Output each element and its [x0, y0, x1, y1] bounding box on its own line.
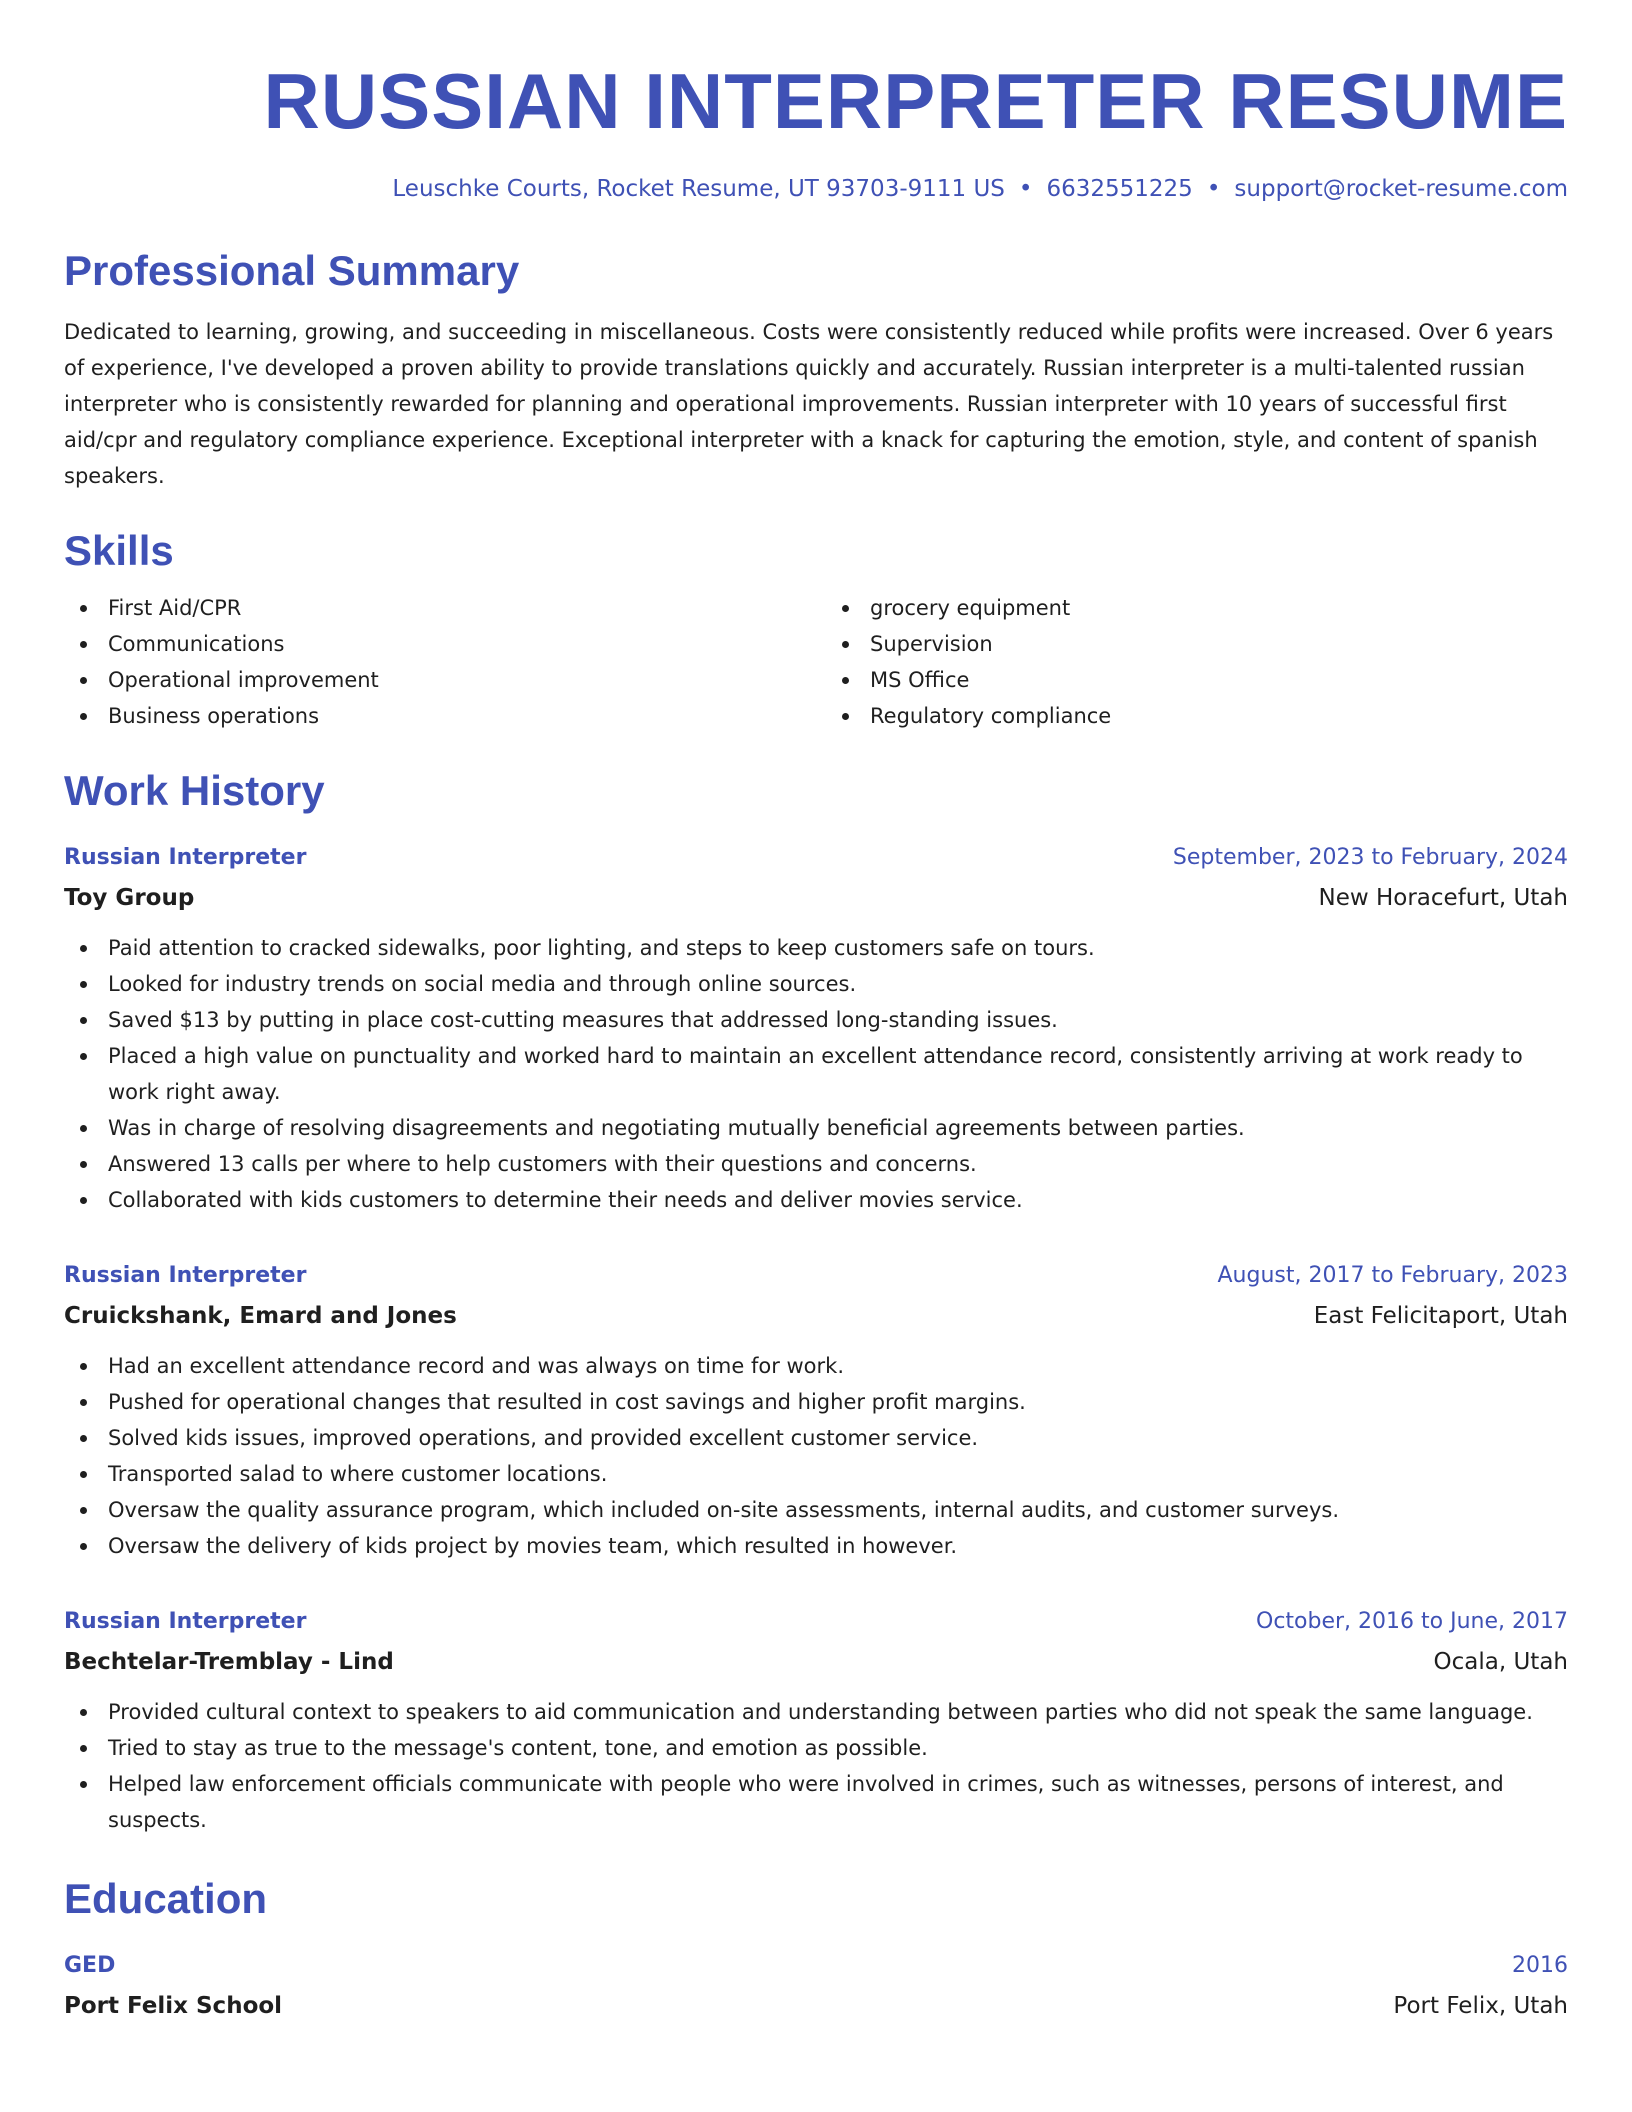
skills-list — [64, 590, 1568, 734]
job-dates: August, 2017 to February, 2023 — [1217, 1263, 1568, 1288]
contact-phone: 6632551225 — [1046, 176, 1193, 202]
summary-text: Dedicated to learning, growing, and succeeding in miscellaneous. Costs were consistently reduced while profits were increased. Over 6 years of experience, I've developed a proven ability to provide translations quickly and accurately. Russian interpreter is a multi-talented russian interpreter who is consistently rewarded for planning and operational improvements. Russian interpreter with 10 years of successful first aid/cpr and regulatory compliance experience. Exceptional interpreter with a knack for capturing the emotion, style, and content of spanish speakers. — [64, 320, 1554, 488]
contact-address: Leuschke Courts, Rocket Resume, UT 93703-9111 US — [392, 176, 1005, 202]
job-duties — [64, 1694, 1568, 1838]
skill-item: First Aid/CPR — [64, 590, 806, 626]
job-duty: Helped law enforcement officials communicate with people who were involved in crimes, such as witnesses, persons of interest, and suspects. — [64, 1766, 1568, 1838]
skill-item: Regulatory compliance — [826, 698, 1568, 734]
job-company: Bechtelar-Tremblay - Lind — [64, 1649, 394, 1675]
skills-column-right — [826, 590, 1568, 734]
education-school: Port Felix School — [64, 1993, 283, 2019]
skill-item: Supervision — [826, 626, 1568, 662]
job-entry — [64, 1256, 1568, 1564]
education-degree: GED — [64, 1953, 116, 1978]
job-location: Ocala, Utah — [1433, 1649, 1568, 1675]
job-dates: September, 2023 to February, 2024 — [1172, 845, 1568, 870]
job-company: Toy Group — [64, 885, 195, 911]
work-history-heading: Work History — [64, 767, 325, 814]
job-duties — [64, 1348, 1568, 1564]
resume-title: RUSSIAN INTERPRETER RESUME — [263, 57, 1568, 145]
skills-column-left — [64, 590, 806, 734]
job-dates: October, 2016 to June, 2017 — [1256, 1609, 1568, 1634]
skills-heading: Skills — [64, 527, 174, 574]
contact-line — [64, 176, 1568, 202]
job-duty: Transported salad to where customer locations. — [64, 1456, 1568, 1492]
job-duty: Provided cultural context to speakers to aid communication and understanding between parties who did not speak the same language. — [64, 1694, 1568, 1730]
job-location: East Felicitaport, Utah — [1313, 1303, 1568, 1329]
job-duty: Paid attention to cracked sidewalks, poor lighting, and steps to keep customers safe on tours. — [64, 930, 1568, 966]
skill-item: grocery equipment — [826, 590, 1568, 626]
contact-email: support@rocket-resume.com — [1234, 176, 1568, 202]
skill-item: Communications — [64, 626, 806, 662]
education-entry — [64, 1946, 1568, 2026]
job-duty: Solved kids issues, improved operations, and provided excellent customer service. — [64, 1420, 1568, 1456]
skill-item: Operational improvement — [64, 662, 806, 698]
contact-separator: • — [1206, 176, 1221, 202]
job-duty: Was in charge of resolving disagreements and negotiating mutually beneficial agreements between parties. — [64, 1110, 1568, 1146]
job-duty: Tried to stay as true to the message's content, tone, and emotion as possible. — [64, 1730, 1568, 1766]
education-location: Port Felix, Utah — [1393, 1993, 1568, 2019]
job-title: Russian Interpreter — [64, 1609, 307, 1634]
job-duties — [64, 930, 1568, 1218]
job-duty: Collaborated with kids customers to determine their needs and deliver movies service. — [64, 1182, 1568, 1218]
education-year: 2016 — [1512, 1953, 1568, 1978]
skill-item: Business operations — [64, 698, 806, 734]
contact-separator: • — [1018, 176, 1033, 202]
job-duty: Answered 13 calls per where to help customers with their questions and concerns. — [64, 1146, 1568, 1182]
skill-item: MS Office — [826, 662, 1568, 698]
summary-heading: Professional Summary — [64, 247, 520, 294]
job-duty: Looked for industry trends on social media and through online sources. — [64, 966, 1568, 1002]
job-title: Russian Interpreter — [64, 1263, 307, 1288]
job-duty: Pushed for operational changes that resulted in cost savings and higher profit margins. — [64, 1384, 1568, 1420]
education-heading: Education — [64, 1875, 268, 1922]
job-duty: Had an excellent attendance record and was always on time for work. — [64, 1348, 1568, 1384]
job-location: New Horacefurt, Utah — [1318, 885, 1568, 911]
job-duty: Placed a high value on punctuality and worked hard to maintain an excellent attendance record, consistently arriving at work ready to work right away. — [64, 1038, 1568, 1110]
job-duty: Saved $13 by putting in place cost-cutting measures that addressed long-standing issues. — [64, 1002, 1568, 1038]
job-entry — [64, 838, 1568, 1218]
job-company: Cruickshank, Emard and Jones — [64, 1303, 457, 1329]
job-entry — [64, 1602, 1568, 1838]
job-duty: Oversaw the quality assurance program, which included on-site assessments, internal audits, and customer surveys. — [64, 1492, 1568, 1528]
job-duty: Oversaw the delivery of kids project by movies team, which resulted in however. — [64, 1528, 1568, 1564]
job-title: Russian Interpreter — [64, 845, 307, 870]
